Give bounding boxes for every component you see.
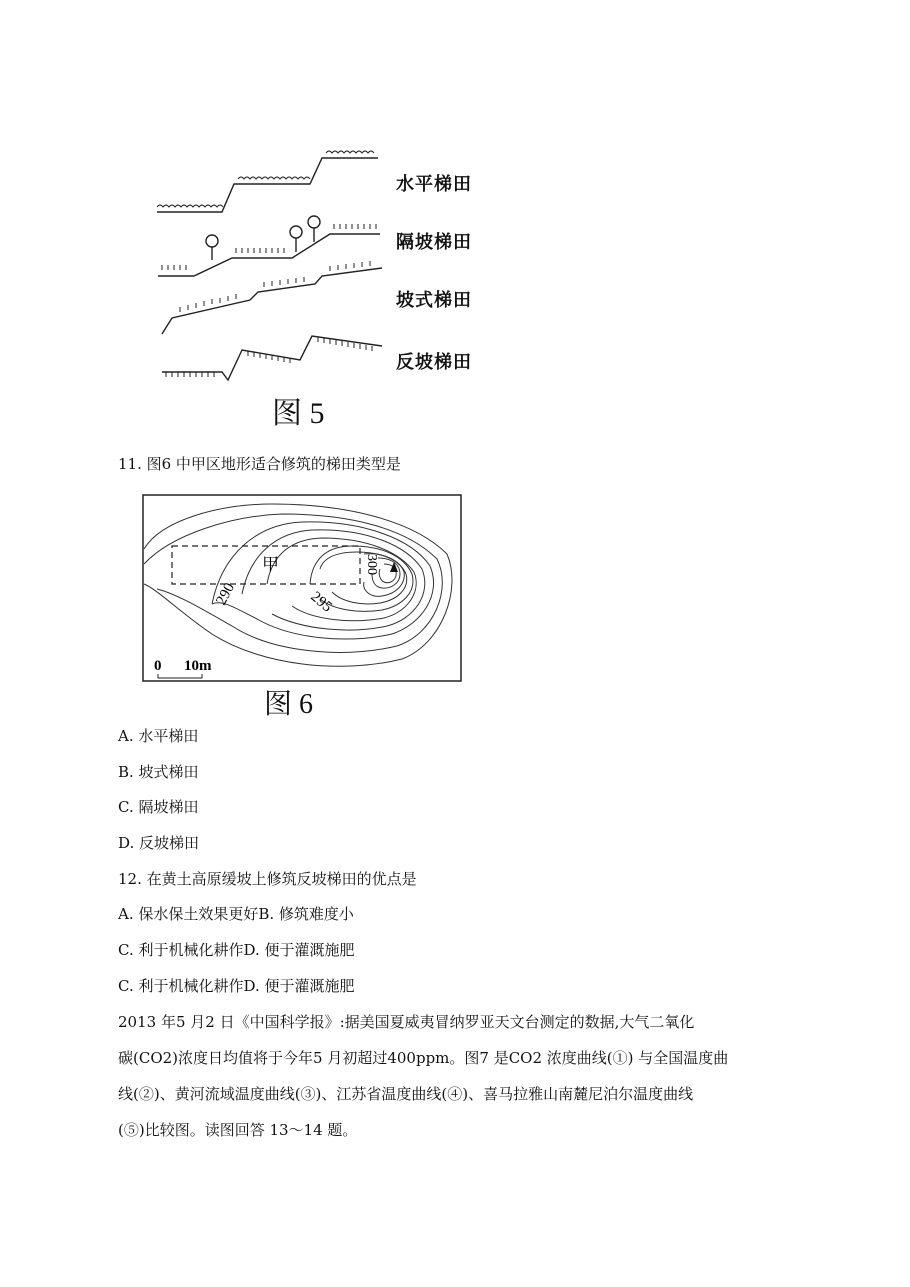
scale-zero: 0	[154, 658, 162, 674]
question-11-option-d: D. 反坡梯田	[118, 834, 200, 852]
question-12-options-line-2: C. 利于机械化耕作D. 便于灌溉施肥	[118, 941, 355, 959]
question-11-option-b: B. 坡式梯田	[118, 763, 199, 781]
passage-line-3: 线(②)、黄河流域温度曲线(③)、江苏省温度曲线(④)、喜马拉雅山南麓尼泊尔温度曲线	[118, 1085, 694, 1103]
question-12-options-line-3: C. 利于机械化耕作D. 便于灌溉施肥	[118, 977, 355, 995]
contour-map	[142, 494, 464, 684]
slope-terrace-profile	[162, 268, 382, 334]
label-separated-terrace: 隔坡梯田	[396, 232, 472, 253]
label-level-terrace: 水平梯田	[396, 174, 472, 195]
separated-terrace-profile	[158, 234, 380, 276]
contour-label-290: 290	[213, 580, 239, 608]
figure-5	[150, 150, 490, 430]
question-11-option-a: A. 水平梯田	[118, 727, 199, 745]
contour-label-300: 300	[364, 554, 379, 575]
figure-5-caption: 图 5	[272, 397, 325, 430]
area-jia-label: 甲	[262, 555, 279, 574]
level-terrace-profile	[157, 158, 378, 212]
figure-6	[142, 494, 464, 719]
question-12-stem: 12. 在黄土高原缓坡上修筑反坡梯田的优点是	[118, 870, 417, 888]
figure-6-caption: 图 6	[264, 689, 314, 720]
question-11-stem: 11. 图6 中甲区地形适合修筑的梯田类型是	[118, 455, 401, 473]
label-reverse-terrace: 反坡梯田	[396, 352, 472, 373]
scale-length: 10m	[184, 658, 212, 674]
label-slope-terrace: 坡式梯田	[396, 290, 472, 311]
passage-line-4: (⑤)比较图。读图回答 13～14 题。	[118, 1121, 358, 1139]
contour-label-295: 295	[307, 588, 335, 616]
terrace-profiles-drawing	[150, 150, 390, 400]
passage-line-2: 碳(CO2)浓度日均值将于今年5 月初超过400ppm。图7 是CO2 浓度曲线(①) 与全国温度曲	[118, 1049, 729, 1067]
passage-line-1: 2013 年5 月2 日《中国科学报》:据美国夏威夷冒纳罗亚天文台测定的数据,大气二氧化	[118, 1013, 695, 1031]
question-11-option-c: C. 隔坡梯田	[118, 798, 199, 816]
question-12-options-line-1: A. 保水保土效果更好B. 修筑难度小	[118, 905, 354, 923]
